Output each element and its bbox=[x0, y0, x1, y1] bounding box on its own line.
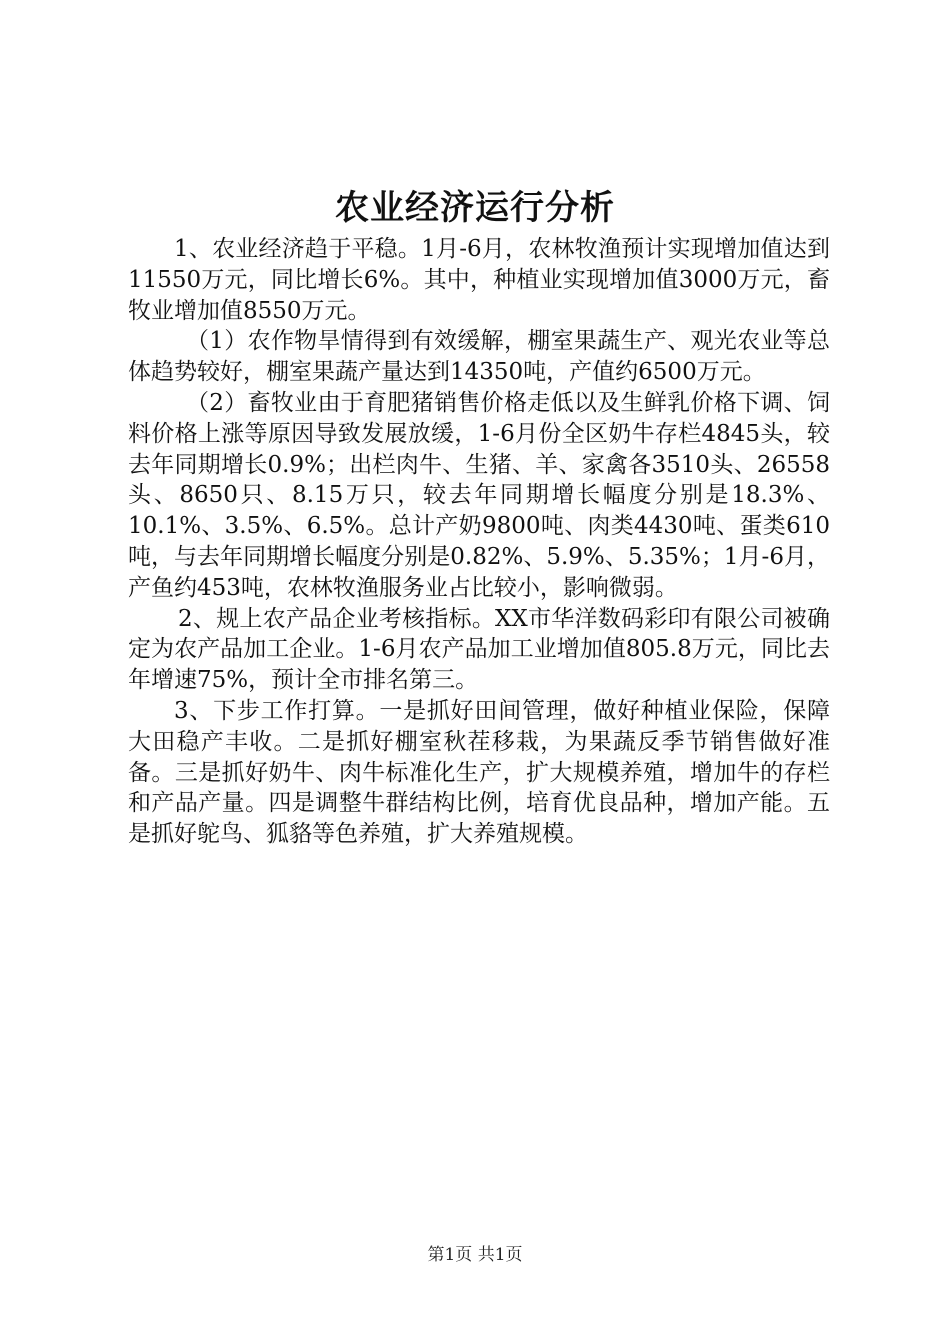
paragraph-agri-economy: 1、农业经济趋于平稳。1月-6月，农林牧渔预计实现增加值达到11550万元，同比增长6%。其中，种植业实现增加值3000万元，畜牧业增加值8550万元。 bbox=[128, 236, 830, 324]
paragraph-crops: （1）农作物旱情得到有效缓解，棚室果蔬生产、观光农业等总体趋势较好，棚室果蔬产量达到14350吨，产值约6500万元。 bbox=[128, 328, 830, 386]
document-body bbox=[128, 234, 830, 850]
document-title: 农业经济运行分析 bbox=[335, 188, 615, 228]
paragraph-livestock: （2）畜牧业由于育肥猪销售价格走低以及生鲜乳价格下调、饲料价格上涨等原因导致发展放缓，1-6月份全区奶牛存栏4845头，较去年同期增长0.9%；出栏肉牛、生猪、羊、家禽各3510头、26558头、8650只、8.15万只，较去年同期增长幅度分别是18.3%、10.1%、3.5%、6.5%。总计产奶9800吨、肉类4430吨、蛋类610吨，与去年同期增长幅度分别是0.82%、5.9%、5.35%；1月-6月，产鱼约453吨，农林牧渔服务业占比较小，影响微弱。 bbox=[128, 389, 830, 601]
paragraph-enterprise-indicators: 2、规上农产品企业考核指标。XX市华洋数码彩印有限公司被确定为农产品加工企业。1-6月农产品加工业增加值805.8万元，同比去年增速75%，预计全市排名第三。 bbox=[128, 605, 830, 694]
page-number-footer: 第1页 共1页 bbox=[427, 1245, 523, 1265]
paragraph-next-steps: 3、下步工作打算。一是抓好田间管理，做好种植业保险，保障大田稳产丰收。二是抓好棚室秋茬移栽，为果蔬反季节销售做好准备。三是抓好奶牛、肉牛标准化生产，扩大规模养殖，增加牛的存栏和产品产量。四是调整牛群结构比例，培育优良品种，增加产能。五是抓好鸵鸟、狐貉等色养殖，扩大养殖规模。 bbox=[128, 697, 830, 848]
